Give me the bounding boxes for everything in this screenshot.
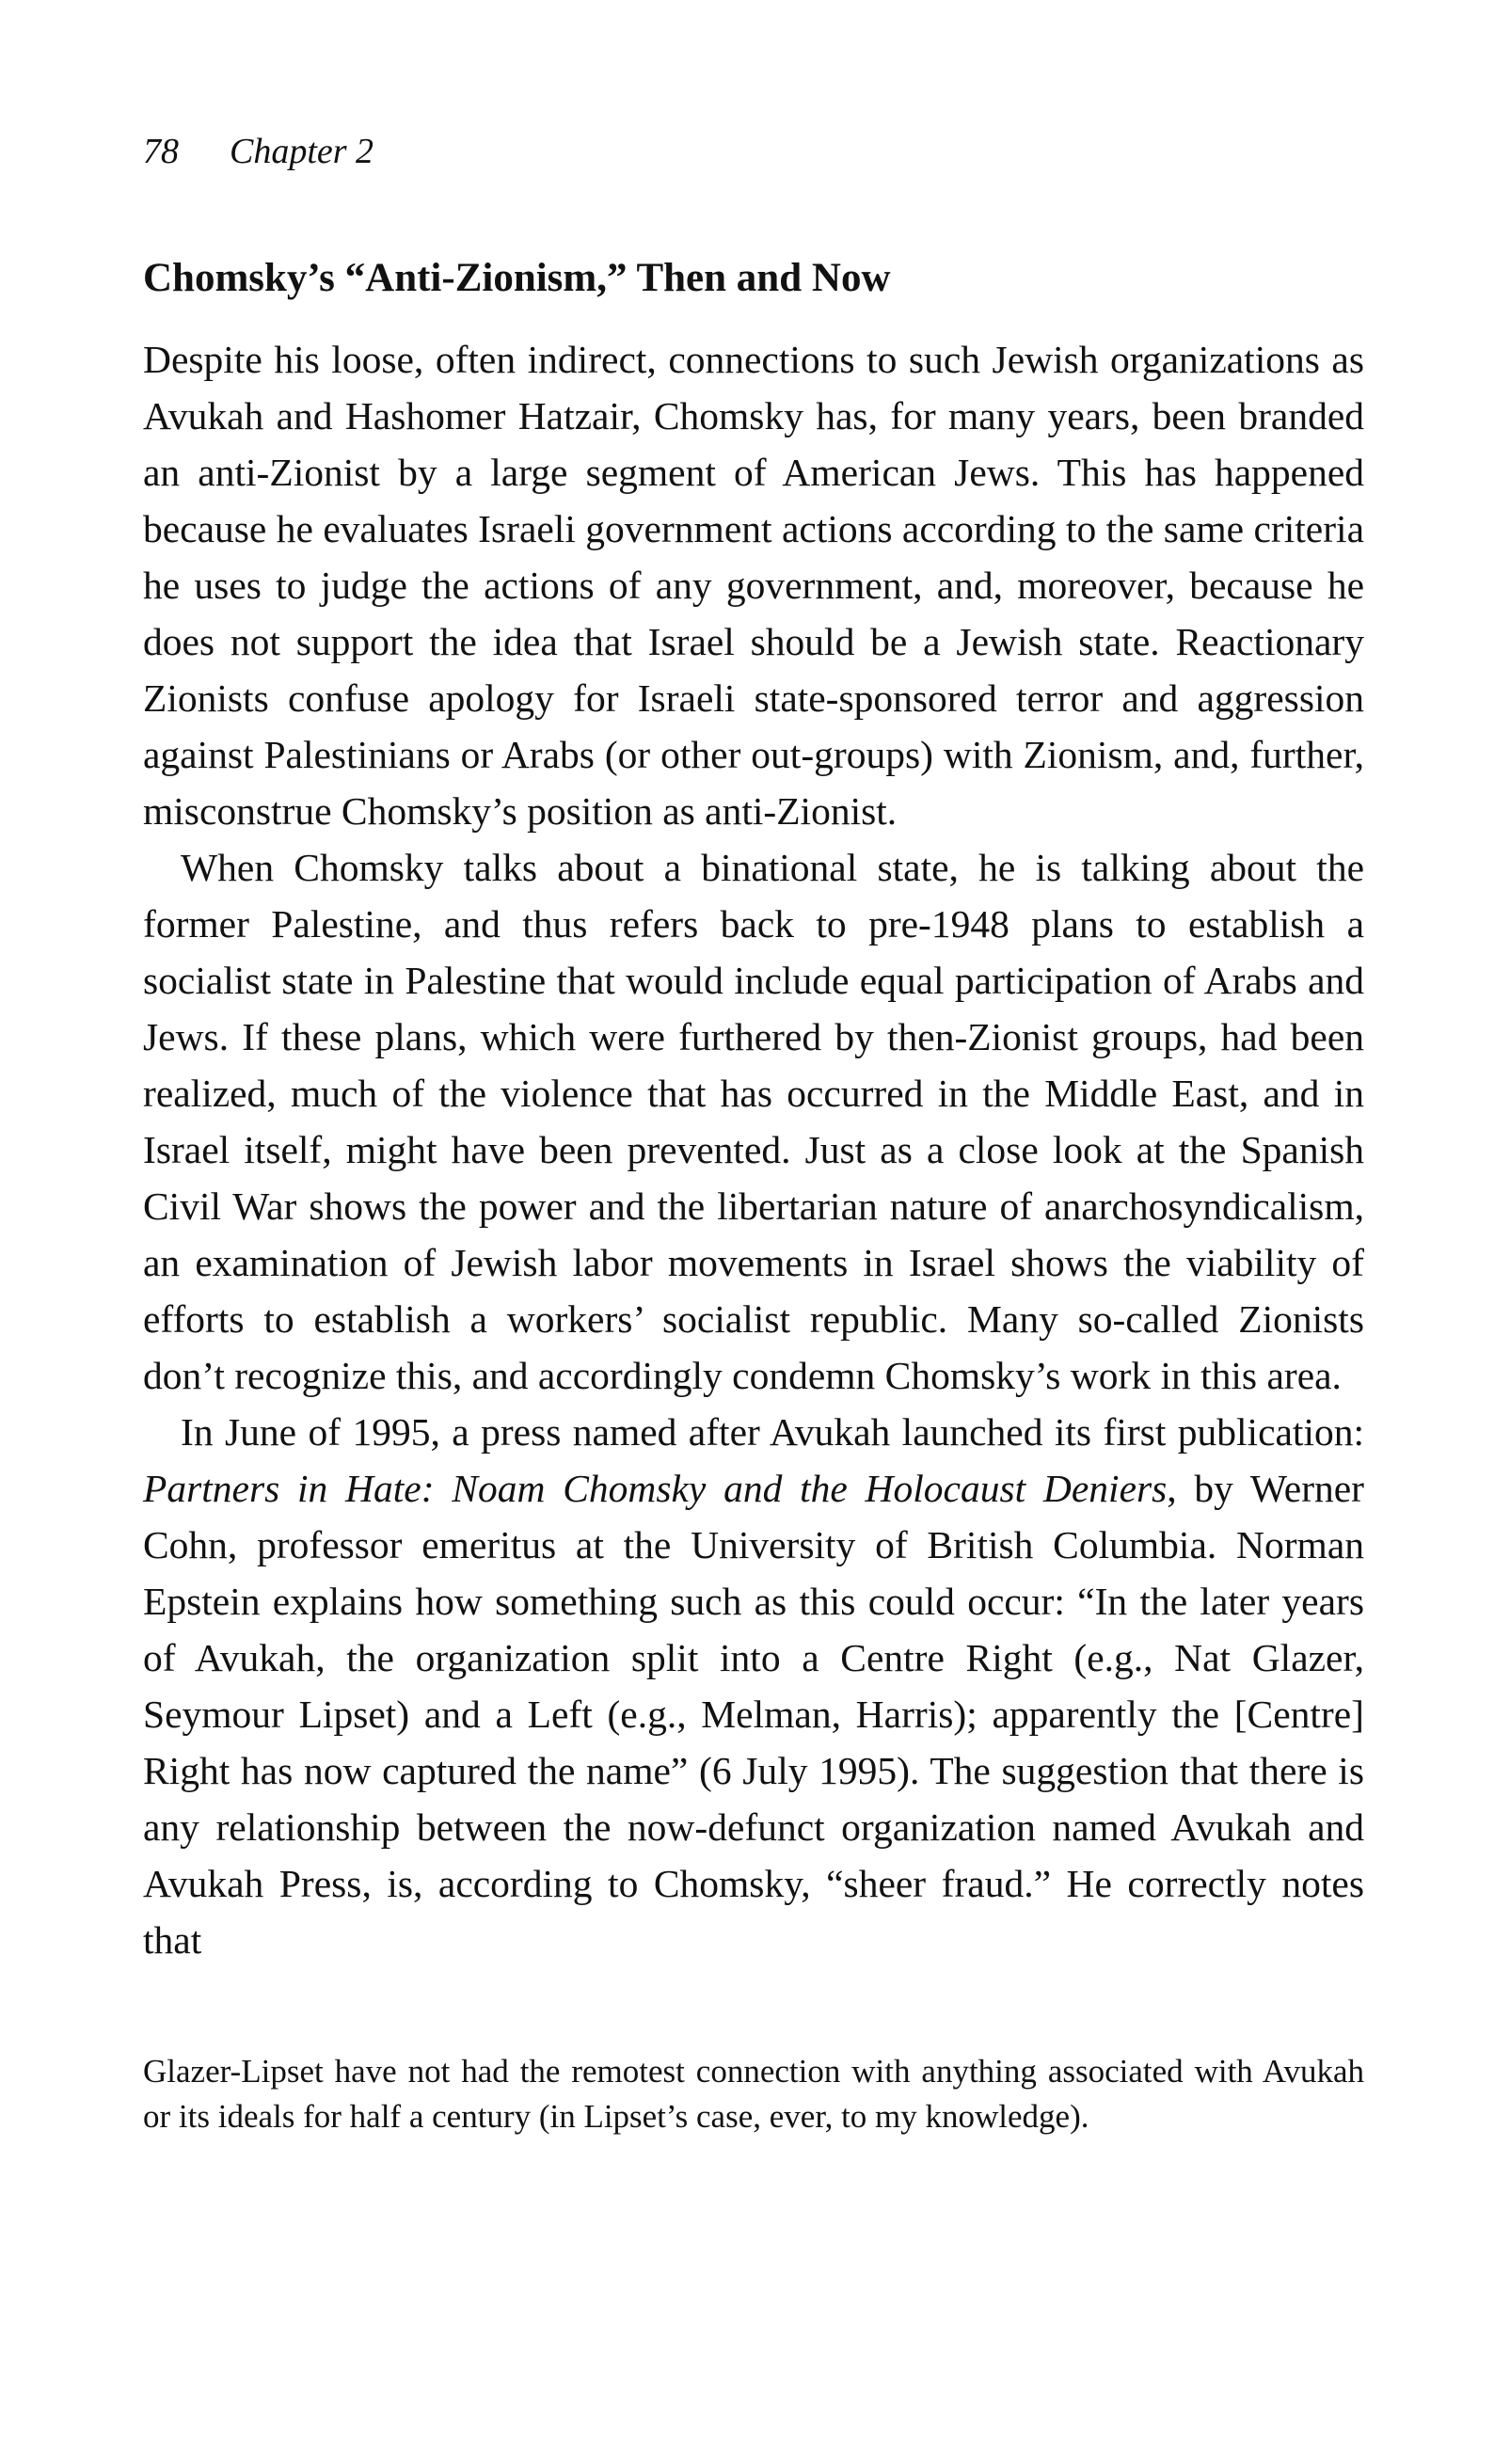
body-text — [143, 331, 1364, 1968]
paragraph-3-lead: In June of 1995, a press named after Avukah launched its first publication: — [181, 1410, 1364, 1454]
page-number: 78 — [143, 132, 179, 171]
paragraph-2: When Chomsky talks about a binational state, he is talking about the former Palestine, and thus refers back to pre-1948 plans to establish a socialist state in Palestine that would include equal participation of Arabs and Jews. If these plans, which were furthered by then-Zionist groups, had been realized, much of the violence that has occurred in the Middle East, and in Israel itself, might have been prevented. Just as a close look at the Spanish Civil War shows the power and the libertarian nature of anarchosyndicalism, an examination of Jewish labor movements in Israel shows the viability of efforts to establish a workers’ socialist republic. Many so-called Zionists don’t recognize this, and accordingly condemn Chomsky’s work in this area. — [143, 846, 1364, 1397]
book-title: Partners in Hate: Noam Chomsky and the Holocaust Deniers — [143, 1467, 1168, 1510]
section-title: Chomsky’s “Anti-Zionism,” Then and Now — [143, 256, 891, 300]
paragraph-3 — [143, 1404, 1364, 1968]
block-quote: Glazer-Lipset have not had the remotest connection with anything associated with Avukah or its ideals for half a century (in Lipset’s case, ever, to my knowledge). — [143, 2053, 1364, 2135]
paragraph-1: Despite his loose, often indirect, connections to such Jewish organizations as Avukah and Hashomer Hatzair, Chomsky has, for many years, been branded an anti-Zionist by a large segment of American Jews. This has happened because he evaluates Israeli government actions according to the same criteria he uses to judge the actions of any government, and, moreover, because he does not support the idea that Israel should be a Jewish state. Reactionary Zionists confuse apology for Israeli state-sponsored terror and aggression against Palestinians or Arabs (or other out-groups) with Zionism, and, further, misconstrue Chomsky’s position as anti-Zionist. — [143, 338, 1364, 833]
paragraph-3-rest: , by Werner Cohn, professor emeritus at the University of British Columbia. Norman Epstein explains how something such as this could occur: “In the later years of Avukah, the organization split into a Centre Right (e.g., Nat Glazer, Seymour Lipset) and a Left (e.g., Melman, Harris); apparently the [Centre] Right has now captured the name” (6 July 1995). The suggestion that there is any relationship between the now-defunct organization named Avukah and Avukah Press, is, according to Chomsky, “sheer fraud.” He correctly notes that — [143, 1467, 1365, 1962]
running-head — [143, 134, 374, 169]
chapter-label: Chapter 2 — [230, 132, 374, 171]
